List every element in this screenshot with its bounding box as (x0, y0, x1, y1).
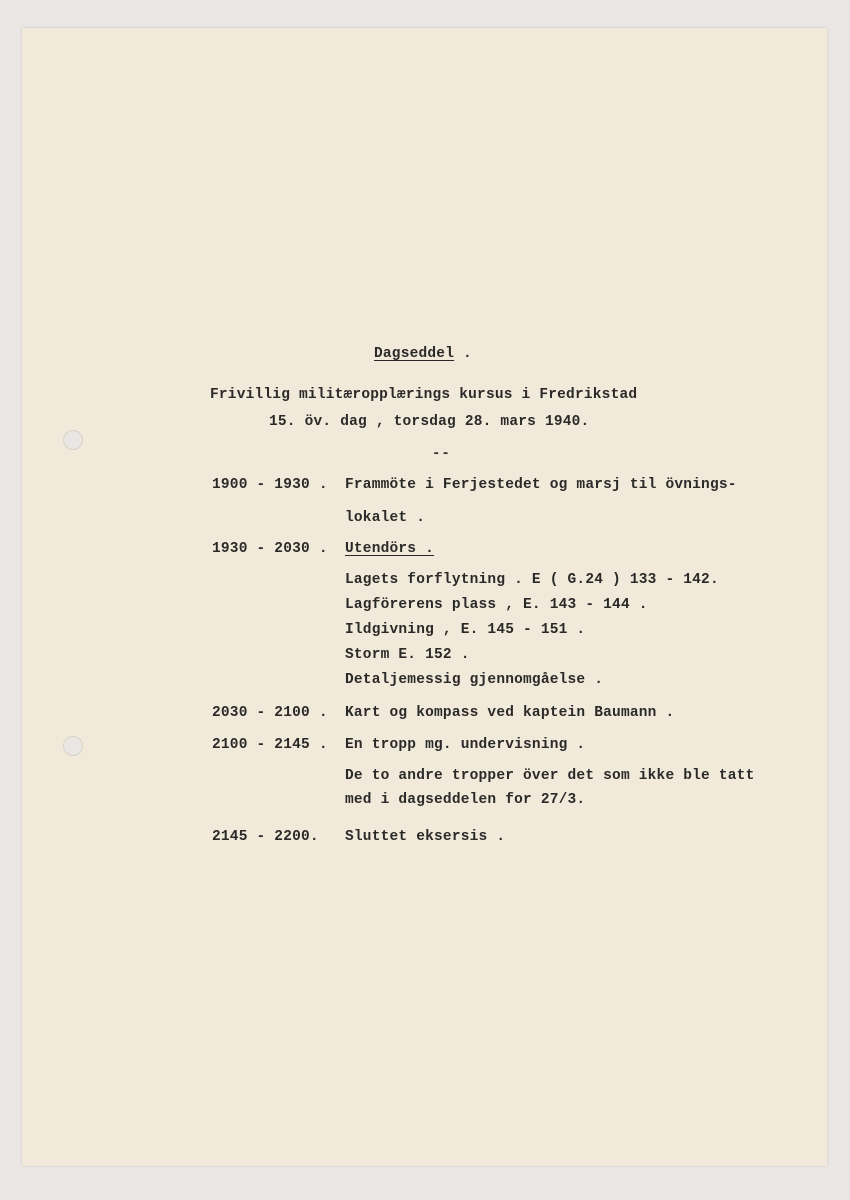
document-title (374, 346, 472, 362)
separator: -- (432, 446, 451, 462)
schedule-time: 2100 - 2145 . (212, 737, 328, 753)
schedule-line: lokalet . (345, 510, 426, 526)
schedule-time: 2145 - 2200. (212, 829, 319, 845)
schedule-line: Detaljemessig gjennomgåelse . (345, 672, 604, 688)
subtitle-line-1: Frivillig militæropplærings kursus i Fredrikstad (210, 387, 638, 403)
schedule-line: Storm E. 152 . (345, 647, 470, 663)
title-text: Dagseddel (374, 346, 455, 362)
schedule-heading: Utendörs . (345, 541, 435, 557)
title-suffix: . (463, 346, 472, 362)
schedule-line: Frammöte i Ferjestedet og marsj til övnings- (345, 477, 737, 493)
schedule-line: Ildgivning , E. 145 - 151 . (345, 622, 586, 638)
schedule-line: Lagförerens plass , E. 143 - 144 . (345, 597, 648, 613)
punch-hole (63, 736, 83, 756)
schedule-line: Kart og kompass ved kaptein Baumann . (345, 705, 675, 721)
punch-hole (63, 430, 83, 450)
schedule-line: En tropp mg. undervisning . (345, 737, 586, 753)
schedule-line: Sluttet eksersis . (345, 829, 506, 845)
schedule-time: 2030 - 2100 . (212, 705, 328, 721)
subtitle-line-2: 15. öv. dag , torsdag 28. mars 1940. (269, 414, 590, 430)
schedule-line: med i dagseddelen for 27/3. (345, 792, 586, 808)
schedule-time: 1900 - 1930 . (212, 477, 328, 493)
schedule-line: De to andre tropper över det som ikke ble tatt (345, 768, 755, 784)
schedule-line: Lagets forflytning . E ( G.24 ) 133 - 142. (345, 572, 719, 588)
schedule-time: 1930 - 2030 . (212, 541, 328, 557)
document-page (22, 28, 827, 1166)
